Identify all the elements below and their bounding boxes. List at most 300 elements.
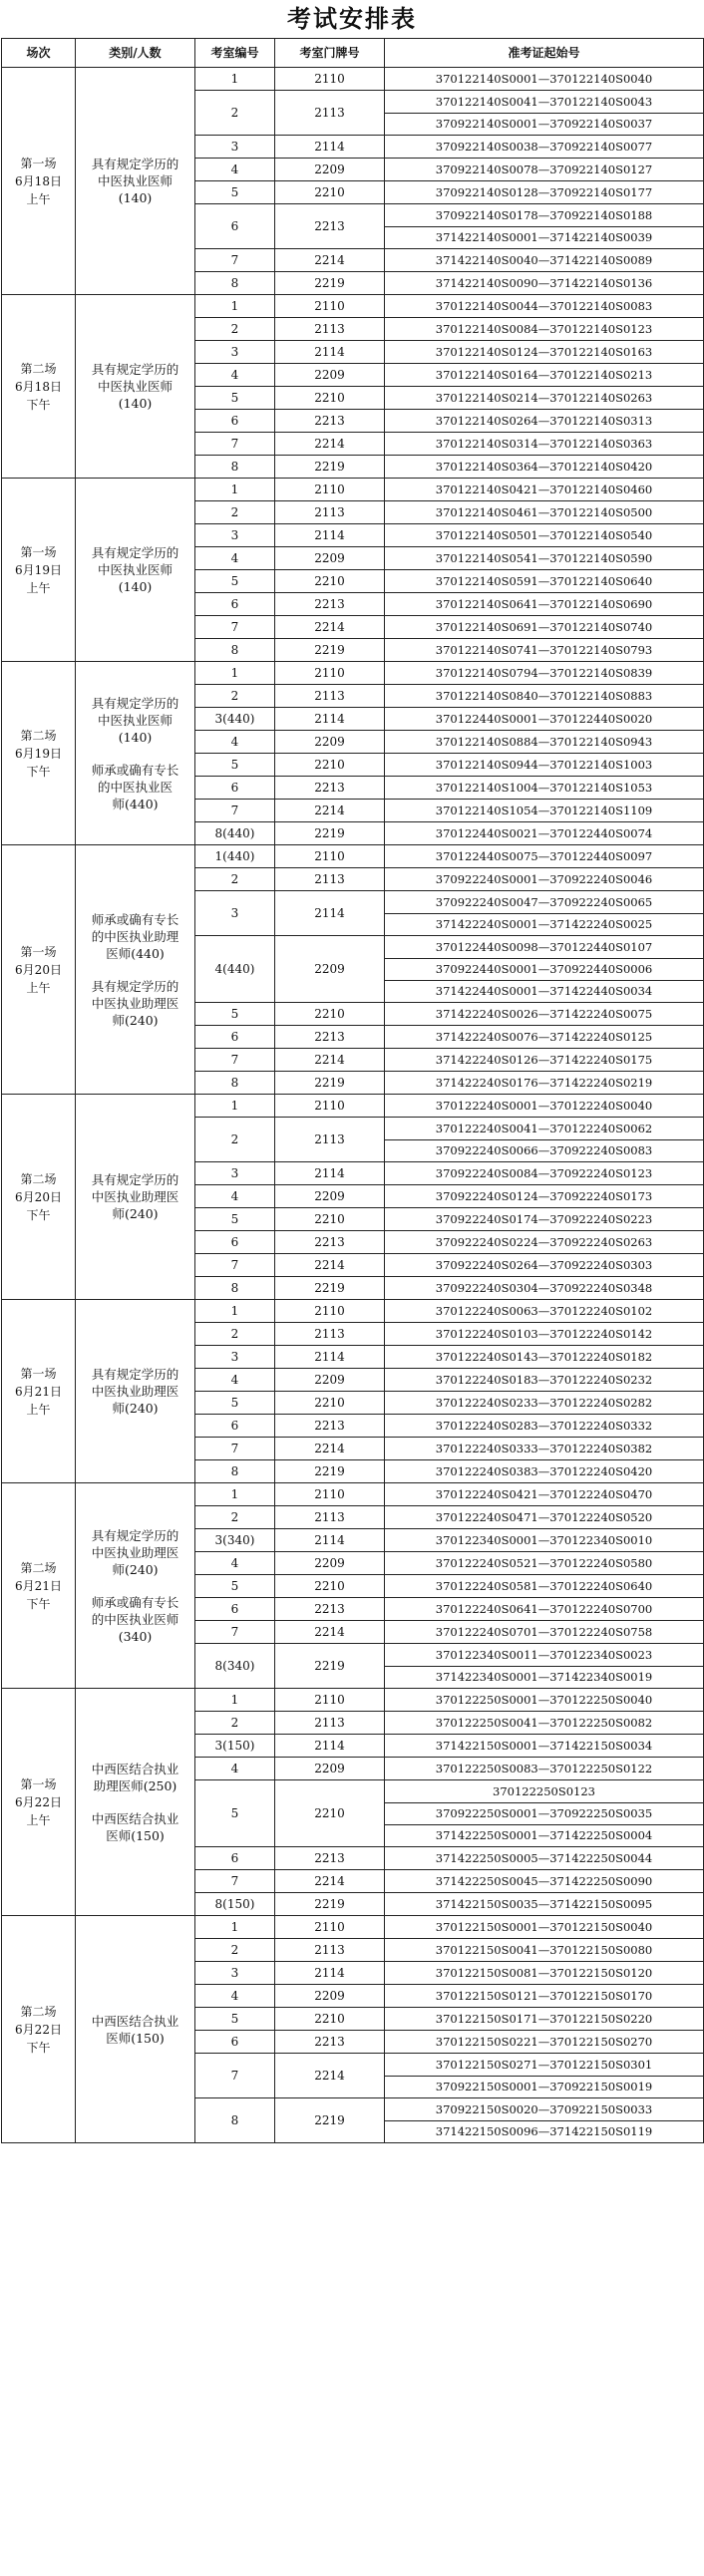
category-line: 师(240) [112,1012,159,1028]
category-block [79,1527,191,1578]
room-number: 7 [195,1438,275,1460]
door-number: 2210 [275,754,385,777]
cert-range-cell [385,1095,704,1118]
cert-range-cell [385,1277,704,1300]
room-number: 7 [195,1870,275,1893]
header-row [2,39,704,68]
cert-range-cell [385,295,704,318]
door-number: 2114 [275,341,385,364]
category-line: 中西医结合执业 [91,1810,179,1826]
category-line: 的中医执业医 [97,779,173,795]
door-number: 2110 [275,845,385,868]
door-number: 2114 [275,708,385,731]
session-label-line: 上午 [26,1402,51,1417]
cert-range: 371422240S0001—371422240S0025 [385,913,703,935]
room-number: 7 [195,1049,275,1072]
cert-range: 370122250S0001—370122250S0040 [435,1693,653,1707]
room-number: 2 [195,1506,275,1529]
cert-range: 370122250S0123 [493,1784,595,1798]
cert-range: 370122140S0794—370122140S0839 [435,666,653,680]
session-label-line: 6月19日 [15,746,62,761]
category-line: 具有规定学历的 [91,1172,179,1187]
door-number: 2209 [275,547,385,570]
door-number: 2214 [275,1438,385,1460]
cert-range: 371422150S0096—371422150S0119 [385,2120,703,2142]
cert-range-cell [385,1552,704,1575]
cert-range: 370122150S0001—370122150S0040 [435,1920,653,1934]
door-number: 2210 [275,1003,385,1026]
door-number: 2210 [275,1208,385,1231]
cert-range: 370122140S0214—370122140S0263 [435,391,653,405]
cert-range-cell [385,547,704,570]
category-line: 师承或确有专长 [91,911,179,927]
header-room-no: 考室编号 [195,39,275,68]
category-line: 师承或确有专长 [91,1594,179,1610]
cert-range: 370922240S0224—370922240S0263 [435,1235,653,1249]
category-block [79,695,191,746]
door-number: 2219 [275,1072,385,1095]
cert-range-cell [385,936,704,1003]
door-number: 2210 [275,570,385,593]
session-label-line: 第二场 [20,2004,57,2019]
door-number: 2113 [275,501,385,524]
cert-range: 370122240S0701—370122240S0758 [435,1625,653,1639]
cert-range: 370122340S0011—370122340S0023 [435,1648,653,1662]
room-number: 7 [195,1254,275,1277]
category-line: 中西医结合执业 [91,1761,179,1776]
cert-range: 370122140S0641—370122140S0690 [435,597,653,611]
door-number: 2209 [275,159,385,181]
room-number: 3(440) [195,708,275,731]
cert-range: 370122240S0233—370122240S0282 [435,1396,653,1410]
room-number: 6 [195,410,275,433]
session-label-line: 6月21日 [15,1578,62,1593]
cert-range: 370922240S0264—370922240S0303 [435,1258,653,1272]
cert-range-cell [385,1598,704,1621]
table-row [2,1095,704,1118]
cert-range: 371422250S0045—371422250S0090 [435,1874,653,1888]
cert-range-cell [385,1689,704,1712]
room-number: 5 [195,1575,275,1598]
table-row [2,1689,704,1712]
cert-range: 370122150S0271—370122150S0301 [435,2058,653,2072]
cert-range: 370122240S0063—370122240S0102 [435,1304,653,1318]
cert-range: 371422340S0001—371422340S0019 [385,1666,703,1688]
schedule-table [1,38,704,2143]
cert-range-cell [385,891,704,936]
door-number: 2110 [275,1916,385,1939]
cert-range: 370122240S0471—370122240S0520 [435,1510,653,1524]
room-number: 6 [195,593,275,616]
room-number: 1 [195,68,275,91]
category-block [79,978,191,1029]
cert-range-cell [385,479,704,501]
cert-range: 370122140S0164—370122140S0213 [435,368,653,382]
cert-range: 371422140S0090—371422140S0136 [435,276,653,290]
cert-range-cell [385,800,704,822]
door-number: 2113 [275,868,385,891]
category-cell [76,1916,195,2143]
door-number: 2113 [275,91,385,136]
session-label-line: 第一场 [20,544,57,559]
room-number: 2 [195,1939,275,1962]
cert-range: 370122140S0541—370122140S0590 [435,551,653,565]
cert-range: 370922250S0001—370922250S0035 [385,1802,703,1824]
category-line: 师承或确有专长 [91,762,179,778]
room-number: 1 [195,295,275,318]
door-number: 2219 [275,1460,385,1483]
door-number: 2213 [275,593,385,616]
door-number: 2209 [275,364,385,387]
room-number: 3 [195,136,275,159]
cert-range-cell [385,1118,704,1162]
category-cell [76,479,195,662]
room-number: 1(440) [195,845,275,868]
room-number: 5 [195,754,275,777]
cert-range-cell [385,1300,704,1323]
cert-range: 370922240S0304—370922240S0348 [435,1281,653,1295]
category-block [79,361,191,412]
cert-range-cell [385,662,704,685]
cert-range: 370122140S0461—370122140S0500 [435,505,653,519]
cert-range: 370122140S0041—370122140S0043 [435,95,653,109]
session-label-line: 第二场 [20,1171,57,1186]
cert-range: 371422140S0040—371422140S0089 [435,253,653,267]
session-label-line: 第一场 [20,944,57,959]
door-number: 2214 [275,249,385,272]
cert-range: 370922240S0124—370922240S0173 [435,1189,653,1203]
cert-range-cell [385,272,704,295]
room-number: 4 [195,1552,275,1575]
session-label-line: 第一场 [20,1776,57,1791]
cert-range: 370922140S0078—370922140S0127 [435,162,653,176]
cert-range-cell [385,1939,704,1962]
cert-range: 370122140S0944—370122140S1003 [435,758,653,772]
session-cell [2,295,76,479]
room-number: 8(440) [195,822,275,845]
category-block [79,1810,191,1844]
category-line: 具有规定学历的 [91,362,179,377]
door-number: 2214 [275,1254,385,1277]
cert-range: 370122440S0001—370122440S0020 [435,712,653,726]
cert-range-cell [385,2098,704,2143]
room-number: 8 [195,272,275,295]
session-label-line: 上午 [26,980,51,995]
room-number: 5 [195,1208,275,1231]
session-label-line: 6月19日 [15,562,62,577]
room-number: 6 [195,1231,275,1254]
cert-range-cell [385,845,704,868]
room-number: 3 [195,524,275,547]
door-number: 2114 [275,136,385,159]
cert-range-cell [385,1323,704,1346]
room-number: 2 [195,1712,275,1735]
category-line: (140) [118,190,153,205]
cert-range: 370122140S0084—370122140S0123 [435,322,653,336]
cert-range: 370922150S0001—370922150S0019 [385,2076,703,2097]
room-number: 5 [195,570,275,593]
cert-range-cell [385,136,704,159]
room-number: 2 [195,318,275,341]
room-number: 8 [195,1072,275,1095]
cert-range: 370122240S0103—370122240S0142 [435,1327,653,1341]
room-number: 5 [195,181,275,204]
cert-range-cell [385,204,704,249]
category-block [79,1171,191,1222]
room-number: 7 [195,433,275,456]
door-number: 2110 [275,295,385,318]
session-label-line: 6月18日 [15,379,62,394]
room-number: 2 [195,685,275,708]
cert-range: 370922140S0001—370922140S0037 [385,113,703,135]
cert-range-cell [385,1460,704,1483]
cert-range-cell [385,868,704,891]
room-number: 8(340) [195,1644,275,1689]
room-number: 1 [195,479,275,501]
door-number: 2213 [275,1415,385,1438]
room-number: 7 [195,249,275,272]
cert-range: 370122150S0041—370122150S0080 [435,1943,653,1957]
category-line: 中医执业助理医 [91,1189,179,1204]
room-number: 1 [195,1300,275,1323]
door-number: 2219 [275,1277,385,1300]
cert-range: 370922240S0084—370922240S0123 [435,1166,653,1180]
session-label-line: 上午 [26,1812,51,1827]
cert-range: 370122240S0641—370122240S0700 [435,1602,653,1616]
cert-range-cell [385,1346,704,1369]
door-number: 2219 [275,822,385,845]
cert-range: 370122140S0421—370122140S0460 [435,483,653,496]
category-line: 中医执业医师 [97,173,173,188]
door-number: 2113 [275,1118,385,1162]
room-number: 3(150) [195,1735,275,1758]
cert-range: 370122140S0364—370122140S0420 [435,460,653,474]
door-number: 2114 [275,1162,385,1185]
session-label-line: 第一场 [20,156,57,170]
room-number: 2 [195,868,275,891]
room-number: 8(150) [195,1893,275,1916]
cert-range-cell [385,1392,704,1415]
door-number: 2114 [275,524,385,547]
cert-range: 370122140S0001—370122140S0040 [435,72,653,86]
session-cell [2,68,76,295]
cert-range-cell [385,1529,704,1552]
category-cell [76,1300,195,1483]
cert-range-cell [385,364,704,387]
door-number: 2219 [275,456,385,479]
cert-range-cell [385,1254,704,1277]
cert-range-cell [385,685,704,708]
cert-range-cell [385,1847,704,1870]
cert-range: 370122240S0041—370122240S0062 [435,1122,653,1135]
room-number: 6 [195,1026,275,1049]
cert-range-cell [385,249,704,272]
cert-range-cell [385,1506,704,1529]
cert-range: 370122140S0591—370122140S0640 [435,574,653,588]
door-number: 2214 [275,800,385,822]
category-line: 师(240) [112,1206,159,1221]
room-number: 3 [195,891,275,936]
cert-range-cell [385,1780,704,1847]
cert-range-cell [385,2054,704,2098]
door-number: 2114 [275,1735,385,1758]
door-number: 2214 [275,1870,385,1893]
room-number: 7 [195,2054,275,2098]
table-row [2,662,704,685]
category-line: (140) [118,729,153,745]
category-line: (140) [118,396,153,411]
category-cell [76,662,195,845]
door-number: 2113 [275,1323,385,1346]
session-cell [2,845,76,1095]
category-cell [76,845,195,1095]
cert-range-cell [385,1208,704,1231]
door-number: 2210 [275,387,385,410]
category-line: 中西医结合执业 [91,2013,179,2029]
category-line: (140) [118,579,153,594]
cert-range: 371422150S0035—371422150S0095 [435,1897,653,1911]
category-line: 中医执业助理医 [91,1544,179,1560]
cert-range: 370122140S0124—370122140S0163 [435,345,653,359]
cert-range: 370122140S0314—370122140S0363 [435,437,653,451]
category-line: (340) [118,1628,153,1644]
cert-range: 370122240S0143—370122240S0182 [435,1350,653,1364]
cert-range: 370122440S0075—370122440S0097 [435,849,653,863]
category-line: 医师(440) [106,945,165,961]
session-label-line: 下午 [26,2040,51,2055]
category-line: 具有规定学历的 [91,545,179,560]
category-line: 中医执业医师 [97,712,173,728]
door-number: 2213 [275,2031,385,2054]
cert-range: 370122140S0884—370122140S0943 [435,735,653,749]
cert-range-cell [385,1893,704,1916]
cert-range: 371422440S0001—371422440S0034 [385,980,703,1002]
table-row [2,1483,704,1506]
door-number: 2219 [275,1893,385,1916]
category-cell [76,68,195,295]
session-label-line: 第二场 [20,1560,57,1575]
cert-range: 370122240S0383—370122240S0420 [435,1464,653,1478]
cert-range: 370122440S0021—370122440S0074 [435,826,653,840]
room-number: 3 [195,1962,275,1985]
session-cell [2,1300,76,1483]
session-label-line: 第二场 [20,728,57,743]
category-line: 具有规定学历的 [91,1527,179,1543]
cert-range-cell [385,524,704,547]
room-number: 7 [195,800,275,822]
session-label-line: 下午 [26,1207,51,1222]
category-line: 中医执业医师 [97,379,173,394]
cert-range-cell [385,754,704,777]
session-cell [2,1095,76,1300]
room-number: 6 [195,204,275,249]
room-number: 7 [195,1621,275,1644]
cert-range-cell [385,410,704,433]
header-door-no: 考室门牌号 [275,39,385,68]
door-number: 2110 [275,68,385,91]
door-number: 2210 [275,1575,385,1598]
room-number: 5 [195,1392,275,1415]
category-block [79,1594,191,1645]
cert-range: 370122140S0691—370122140S0740 [435,620,653,634]
room-number: 4 [195,159,275,181]
cert-range: 370122240S0001—370122240S0040 [435,1099,653,1113]
cert-range: 370122340S0001—370122340S0010 [435,1533,653,1547]
cert-range: 370122240S0581—370122240S0640 [435,1579,653,1593]
category-line: 具有规定学历的 [91,978,179,994]
room-number: 2 [195,501,275,524]
category-cell [76,1095,195,1300]
cert-range-cell [385,2031,704,2054]
room-number: 8 [195,639,275,662]
table-row [2,68,704,91]
cert-range: 370122150S0121—370122150S0170 [435,1989,653,2003]
table-row [2,1300,704,1323]
room-number: 6 [195,1598,275,1621]
door-number: 2113 [275,318,385,341]
header-session: 场次 [2,39,76,68]
room-number: 1 [195,1689,275,1712]
session-label-line: 下午 [26,1596,51,1611]
category-line: 具有规定学历的 [91,157,179,171]
door-number: 2114 [275,1962,385,1985]
room-number: 6 [195,1415,275,1438]
cert-range: 370122440S0098—370122440S0107 [435,940,653,954]
category-line: 师(440) [112,796,159,811]
door-number: 2110 [275,479,385,501]
door-number: 2114 [275,1529,385,1552]
door-number: 2210 [275,2008,385,2031]
category-line: 中医执业助理医 [91,995,179,1011]
room-number: 2 [195,91,275,136]
cert-range-cell [385,1870,704,1893]
door-number: 2210 [275,1392,385,1415]
category-line: 医师(150) [106,1827,165,1843]
room-number: 4(440) [195,936,275,1003]
cert-range: 370122150S0081—370122150S0120 [435,1966,653,1980]
room-number: 1 [195,662,275,685]
session-label-line: 下午 [26,764,51,779]
room-number: 5 [195,387,275,410]
cert-range-cell [385,91,704,136]
door-number: 2213 [275,777,385,800]
room-number: 3 [195,341,275,364]
cert-range: 371422140S0001—371422140S0039 [385,226,703,248]
cert-range-cell [385,1483,704,1506]
cert-range-cell [385,387,704,410]
door-number: 2213 [275,1847,385,1870]
cert-range: 370122250S0083—370122250S0122 [435,1762,653,1775]
cert-range-cell [385,1049,704,1072]
category-block [79,762,191,812]
cert-range: 370122140S0264—370122140S0313 [435,414,653,428]
category-cell [76,1689,195,1916]
cert-range: 370922240S0047—370922240S0065 [435,895,653,909]
door-number: 2213 [275,410,385,433]
cert-range: 370122140S0044—370122140S0083 [435,299,653,313]
cert-range: 370122240S0421—370122240S0470 [435,1487,653,1501]
session-label-line: 6月20日 [15,1189,62,1204]
cert-range-cell [385,1162,704,1185]
door-number: 2110 [275,1095,385,1118]
cert-range-cell [385,341,704,364]
header-cert-range: 准考证起始号 [385,39,704,68]
cert-range: 371422150S0001—371422150S0034 [435,1739,653,1753]
cert-range-cell [385,593,704,616]
door-number: 2214 [275,616,385,639]
cert-range-cell [385,1621,704,1644]
cert-range: 370122240S0183—370122240S0232 [435,1373,653,1387]
